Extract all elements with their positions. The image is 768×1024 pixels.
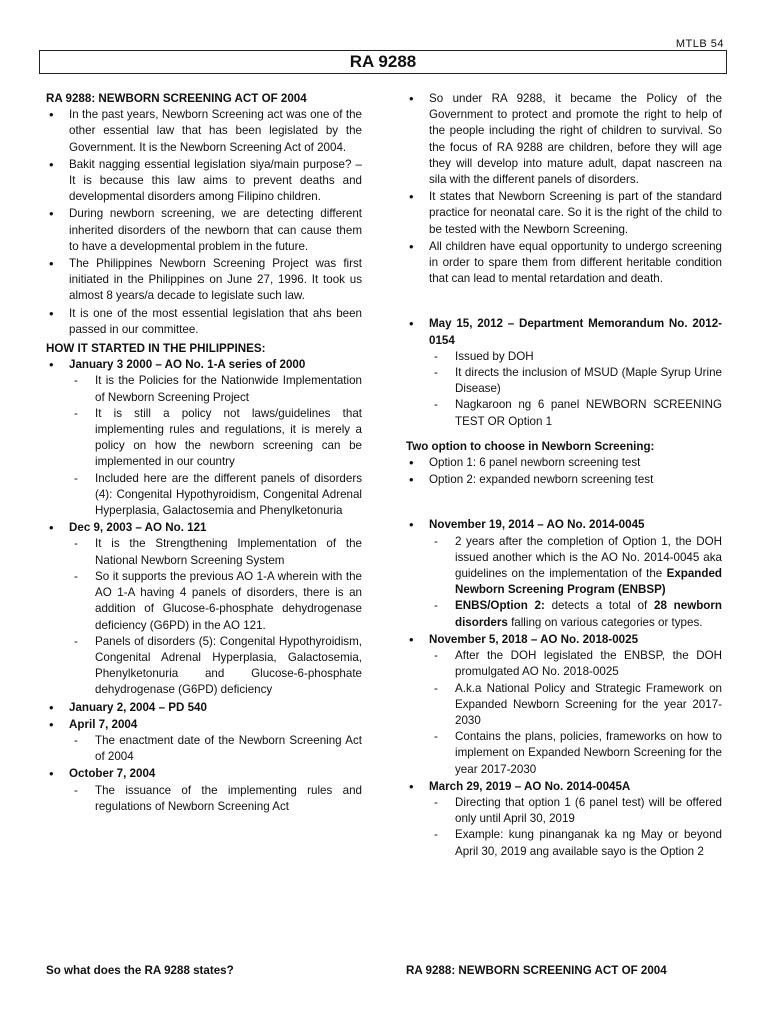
- timeline-item: [46, 717, 362, 766]
- timeline-item: [406, 632, 722, 778]
- closing-question: So what does the RA 9288 states?: [46, 964, 234, 977]
- timeline-title: November 5, 2018 – AO No. 2018-0025: [429, 632, 639, 646]
- sub-item: - Issued by DOH: [430, 349, 722, 365]
- list-item: • It is one of the most essential legislation that ahs been passed in our committee.: [46, 306, 362, 338]
- sub-item-text: 2 years after the completion of Option 1, the DOH issued another which is the AO No. 2014-0045 aka guidelines on the implementation of the: [455, 534, 722, 581]
- timeline-title: April 7, 2004: [69, 717, 138, 731]
- sub-item: - A.k.a National Policy and Strategic Framework on Expanded Newborn Screening for the year 2017-2030: [430, 681, 722, 730]
- sub-item-bold: ENBS/Option 2:: [455, 599, 545, 613]
- sub-item: - It is still a policy not laws/guidelines that implementing rules and regulations, it is merely a policy on how the newborn screening can be implemented in our country: [70, 406, 362, 471]
- sub-item-text: detects a total of: [544, 599, 655, 613]
- list-item: • All children have equal opportunity to undergo screening in order to spare them from different heritable condition that can lead to mental retardation and death.: [406, 239, 722, 288]
- intro-bullet-list: [46, 107, 362, 338]
- sub-item: - The enactment date of the Newborn Screening Act of 2004: [70, 733, 362, 765]
- sub-item: [430, 598, 722, 630]
- page-title: RA 9288: [39, 50, 727, 74]
- right-column: [406, 91, 722, 861]
- sub-item: - It directs the inclusion of MSUD (Maple Syrup Urine Disease): [430, 365, 722, 397]
- section-heading-ra9288: RA 9288: NEWBORN SCREENING ACT OF 2004: [46, 92, 307, 105]
- sub-item-text: falling on various categories or types.: [507, 615, 703, 629]
- ra9288-bullet-list: [406, 91, 722, 287]
- timeline-title: Dec 9, 2003 – AO No. 121: [69, 521, 207, 535]
- timeline-title: November 19, 2014 – AO No. 2014-0045: [429, 518, 645, 532]
- closing-heading: RA 9288: NEWBORN SCREENING ACT OF 2004: [406, 964, 667, 977]
- page-code: MTLB 54: [675, 38, 724, 50]
- timeline-item: [46, 700, 362, 716]
- options-heading: Two option to choose in Newborn Screening:: [406, 439, 655, 453]
- list-item: • So under RA 9288, it became the Policy of the Government to protect and promote the right to help of the people including the right of children to survival. So the focus of RA 9288 are children, before they will age they will develop into mature adult, dapat nascreen na sila with the different panels of disorders.: [406, 91, 722, 188]
- list-item: • Option 1: 6 panel newborn screening test: [406, 455, 722, 471]
- sub-item-bold: 28 newborn disorders: [455, 599, 722, 629]
- sub-item-bold: Expanded Newborn Screening Program (ENBSP): [455, 567, 722, 597]
- timeline-item: [46, 357, 362, 519]
- timeline-title: March 29, 2019 – AO No. 2014-0045A: [429, 779, 631, 793]
- timeline-item: [406, 316, 722, 429]
- timeline-list: [46, 357, 362, 815]
- timeline-item: [46, 520, 362, 698]
- sub-item: - Panels of disorders (5): Congenital Hypothyroidism, Congenital Adrenal Hyperplasia, Galactosemia, Phenylketonuria and Glucose-6-phosphate dehydrogenase (G6PD) deficiency: [70, 634, 362, 699]
- sub-item: - Example: kung pinanganak ka ng May or beyond April 30, 2019 ang available sayo is the Option 2: [430, 827, 722, 859]
- sub-item: - The issuance of the implementing rules and regulations of Newborn Screening Act: [70, 783, 362, 815]
- list-item: • The Philippines Newborn Screening Project was first initiated in the Philippines on June 27, 1996. It took us almost 8 years/a decade to legislate such law.: [46, 256, 362, 305]
- left-column: [46, 91, 362, 816]
- later-timeline-list: [406, 517, 722, 859]
- timeline-title: January 2, 2004 – PD 540: [69, 700, 207, 714]
- sub-item: - After the DOH legislated the ENBSP, the DOH promulgated AO No. 2018-0025: [430, 648, 722, 680]
- section-heading-history: HOW IT STARTED IN THE PHILIPPINES:: [46, 342, 266, 356]
- timeline-item: [406, 779, 722, 860]
- sub-item: [430, 534, 722, 599]
- timeline-title: October 7, 2004: [69, 767, 156, 781]
- timeline-title: May 15, 2012 – Department Memorandum No. 2012-0154: [429, 317, 722, 347]
- timeline-title: January 3 2000 – AO No. 1-A series of 2000: [69, 358, 306, 372]
- timeline-item: [406, 517, 722, 630]
- list-item: • Bakit nagging essential legislation siya/main purpose? – It is because this law aims to prevent deaths and developmental disorders among Filipino children.: [46, 157, 362, 206]
- sub-item: - Contains the plans, policies, frameworks on how to implement on Expanded Newborn Screening for the year 2017-2030: [430, 729, 722, 778]
- sub-item: - Nagkaroon ng 6 panel NEWBORN SCREENING TEST OR Option 1: [430, 397, 722, 429]
- list-item: • It states that Newborn Screening is part of the standard practice for neonatal care. So it is the right of the child to be tested with the Newborn Screening.: [406, 189, 722, 238]
- sub-item: - It is the Policies for the Nationwide Implementation of Newborn Screening Project: [70, 373, 362, 405]
- sub-item: - Directing that option 1 (6 panel test) will be offered only until April 30, 2019: [430, 795, 722, 827]
- memo-list: [406, 316, 722, 429]
- sub-item: - Included here are the different panels of disorders (4): Congenital Hypothyroidism, Congenital Adrenal Hyperplasia, Galactosemia and Phenylketonuria: [70, 471, 362, 520]
- options-list: [406, 455, 722, 488]
- sub-item: - So it supports the previous AO 1-A wherein with the AO 1-A having 4 panels of disorders, there is an addition of Glucose-6-phosphate dehydrogenase deficiency (G6PD) in the AO 121.: [70, 569, 362, 634]
- timeline-item: [46, 766, 362, 815]
- list-item: • In the past years, Newborn Screening act was one of the other essential law that has been legislated by the Government. It is the Newborn Screening Act of 2004.: [46, 107, 362, 156]
- list-item: • During newborn screening, we are detecting different inherited disorders of the newborn that can cause them to have a developmental problem in the future.: [46, 206, 362, 255]
- sub-item: - It is the Strengthening Implementation of the National Newborn Screening System: [70, 536, 362, 568]
- list-item: • Option 2: expanded newborn screening test: [406, 472, 722, 488]
